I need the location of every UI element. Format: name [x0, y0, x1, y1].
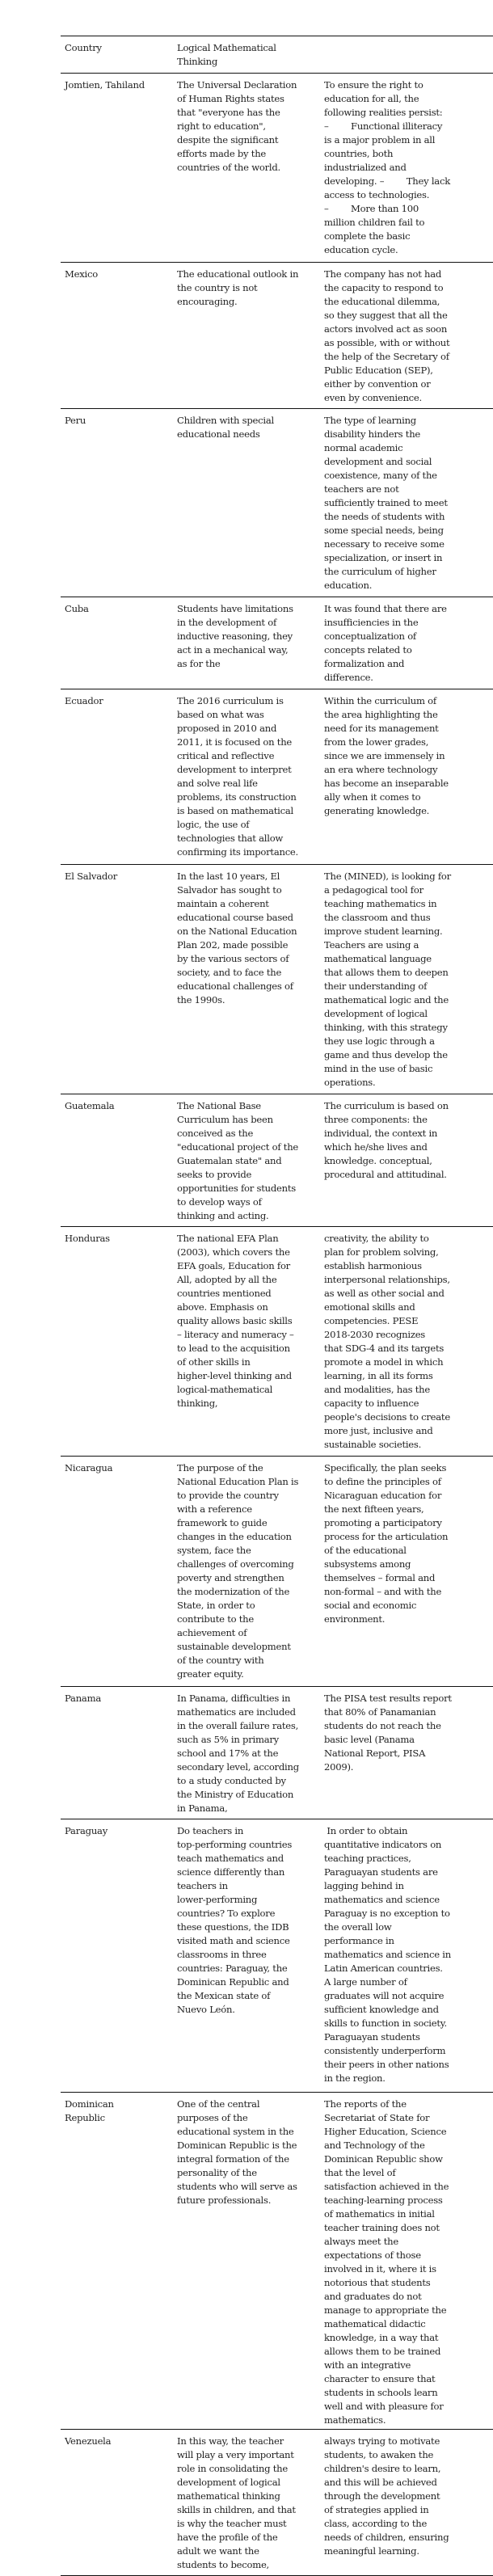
- thinking-cell: Do teachers in top-performing countries teach mathematics and science differently than teachers in lower-performing countries? To explore these questions, the IDB visited math and science classrooms in three countries: Paraguay, the Dominican Republic and the Mexican state of Nuevo León.: [177, 1825, 293, 2015]
- country-cell: Mexico: [65, 268, 98, 280]
- thinking-cell: The Universal Declaration of Human Rights states that "everyone has the right to education", despite the significant efforts made by the countries of the world.: [177, 79, 297, 173]
- detail-cell: Within the curriculum of the area highlighting the need for its management from the lower grades, since we are immensely in an era where technology has become an inseparable ally when it comes to generating knowledge.: [324, 695, 449, 816]
- table-row: [61, 864, 493, 1094]
- table-row: [61, 689, 493, 864]
- thinking-cell: The purpose of the National Education Plan is to provide the country with a reference framework to guide changes in the education system, face the challenges of overcoming poverty and strengthen the modernization of the State, in order to contribute to the achievement of sustainable development of the country with greater equity.: [177, 1462, 299, 1680]
- country-cell: Ecuador: [65, 695, 103, 706]
- thinking-cell: In this way, the teacher will play a very important role in consolidating the development of logical mathematical thinking skills in children, and that is why the teacher must have the profile of the adult we want the students to become,: [177, 2435, 296, 2570]
- detail-cell: It was found that there are insufficiencies in the conceptualization of concepts related to formalization and difference.: [324, 603, 447, 683]
- thinking-cell: The national EFA Plan (2003), which covers the EFA goals, Education for All, adopted by all the countries mentioned above. Emphasis on quality allows basic skills – literacy and numeracy – to lead to the acquisition of other skills in higher-level thinking and logical-mathematical thinking,: [177, 1233, 294, 1409]
- country-cell: Jomtien, Tahiland: [65, 79, 145, 91]
- table-row: [61, 1094, 493, 1226]
- table-row: [61, 408, 493, 597]
- table-row: [61, 262, 493, 408]
- table-row: [61, 1456, 493, 1686]
- country-cell: Guatemala: [65, 1100, 115, 1111]
- table-row: [61, 1686, 493, 1819]
- table-row: [61, 1226, 493, 1456]
- country-cell: Panama: [65, 1693, 101, 1704]
- detail-cell: To ensure the right to education for all, the following realities persist: – Functional illiteracy is a major problem in all countries, both industrialized and developing. – They lack access to technologies. – More than 100 million children fail to complete the basic education cycle.: [324, 79, 450, 255]
- detail-cell: In order to obtain quantitative indicators on teaching practices, Paraguayan students are lagging behind in mathematics and science Paraguay is no exception to the overall low performance in mathematics and science in Latin American countries. A large number of graduates will not acquire sufficient knowledge and skills to function in society. Paraguayan students consistently underperform their peers in other nations in the region.: [324, 1825, 451, 2084]
- detail-cell: The (MINED), is looking for a pedagogical tool for teaching mathematics in the classroom and thus improve student learning. Teachers are using a mathematical language that allows them to deepen their understanding of mathematical logic and the development of logical thinking, with this strategy they use logic through a game and thus develop the mind in the use of basic operations.: [324, 871, 451, 1088]
- thinking-cell: One of the central purposes of the educational system in the Dominican Republic is the integral formation of the personality of the students who will serve as future professionals.: [177, 2098, 297, 2206]
- country-cell: Honduras: [65, 1233, 110, 1244]
- thinking-cell: In the last 10 years, El Salvador has sought to maintain a coherent educational course based on the National Education Plan 202, made possible by the various sectors of society, and to face the educational challenges of the 1990s.: [177, 871, 297, 1006]
- country-cell: Venezuela: [65, 2435, 112, 2447]
- detail-cell: The PISA test results report that 80% of Panamanian students do not reach the basic level (Panama National Report, PISA 2009).: [324, 1693, 452, 1773]
- table-row: [61, 2092, 493, 2429]
- table-header-row: [61, 36, 493, 73]
- thinking-cell: The 2016 curriculum is based on what was proposed in 2010 and 2011, it is focused on the critical and reflective development to interpret and solve real life problems, its construction is based on mathematical logic, the use of technologies that allow confirming its importance.: [177, 695, 298, 858]
- country-cell: Paraguay: [65, 1825, 107, 1836]
- comparison-table: [61, 36, 493, 2576]
- detail-cell: Specifically, the plan seeks to define the principles of Nicaraguan education for the next fifteen years, promoting a participatory process for the articulation of the educational subsystems among themselves – formal and non-formal – and with the social and economic environment.: [324, 1462, 449, 1625]
- detail-cell: creativity, the ability to plan for problem solving, establish harmonious interpersonal relationships, as well as other social and emotional skills and competencies. PESE 2018-2030 recognizes that SDG-4 and its targets promote a model in which learning, in all its forms and modalities, has the capacity to influence people's decisions to create more just, inclusive and sustainable societies.: [324, 1233, 450, 1450]
- country-cell: Nicaragua: [65, 1462, 113, 1474]
- detail-cell: The curriculum is based on three components: the individual, the context in which he/she lives and knowledge. conceptual, procedural and attitudinal.: [324, 1100, 449, 1180]
- header-logical-mathematical-thinking: Logical Mathematical Thinking: [177, 42, 276, 67]
- thinking-cell: Students have limitations in the development of inductive reasoning, they act in a mechanical way, as for the: [177, 603, 293, 669]
- thinking-cell: In Panama, difficulties in mathematics are included in the overall failure rates, such as 5% in primary school and 17% at the secondary level, according to a study conducted by the Ministry of Education in Panama,: [177, 1693, 299, 1814]
- country-cell: El Salvador: [65, 871, 118, 882]
- thinking-cell: The National Base Curriculum has been conceived as the "educational project of the Guatemalan state" and seeks to provide opportunities for students to develop ways of thinking and acting.: [177, 1100, 299, 1221]
- table-row: [61, 2429, 493, 2576]
- country-cell: Dominican Republic: [65, 2098, 114, 2123]
- detail-cell: The company has not had the capacity to respond to the educational dilemma, so they suggest that all the actors involved act as soon as possible, with or without the help of the Secretary of Public Education (SEP), either by convention or even by convenience.: [324, 268, 450, 403]
- thinking-cell: The educational outlook in the country is not encouraging.: [177, 268, 299, 307]
- thinking-cell: Children with special educational needs: [177, 415, 274, 440]
- detail-cell: always trying to motivate students, to awaken the children's desire to learn, and this will be achieved through the development of strategies applied in class, according to the needs of children, ensuring meaningful learning.: [324, 2435, 449, 2557]
- country-cell: Peru: [65, 415, 86, 426]
- table-row: [61, 73, 493, 262]
- table-row: [61, 597, 493, 689]
- country-cell: Cuba: [65, 603, 89, 614]
- header-country: Country: [65, 42, 102, 53]
- detail-cell: The reports of the Secretariat of State for Higher Education, Science and Technology of the Dominican Republic show that the level of satisfaction achieved in the teaching-learning process of mathematics in initial teacher training does not always meet the expectations of those involved in it, where it is notorious that students and graduates do not manage to appropriate the mathematical didactic knowledge, in a way that allows them to be trained with an integrative character to ensure that students in schools learn well and with pleasure for mathematics.: [324, 2098, 449, 2426]
- detail-cell: The type of learning disability hinders the normal academic development and social coexistence, many of the teachers are not sufficiently trained to meet the needs of students with some special needs, being necessary to receive some specialization, or insert in the curriculum of higher education.: [324, 415, 448, 591]
- table-row: [61, 1819, 493, 2092]
